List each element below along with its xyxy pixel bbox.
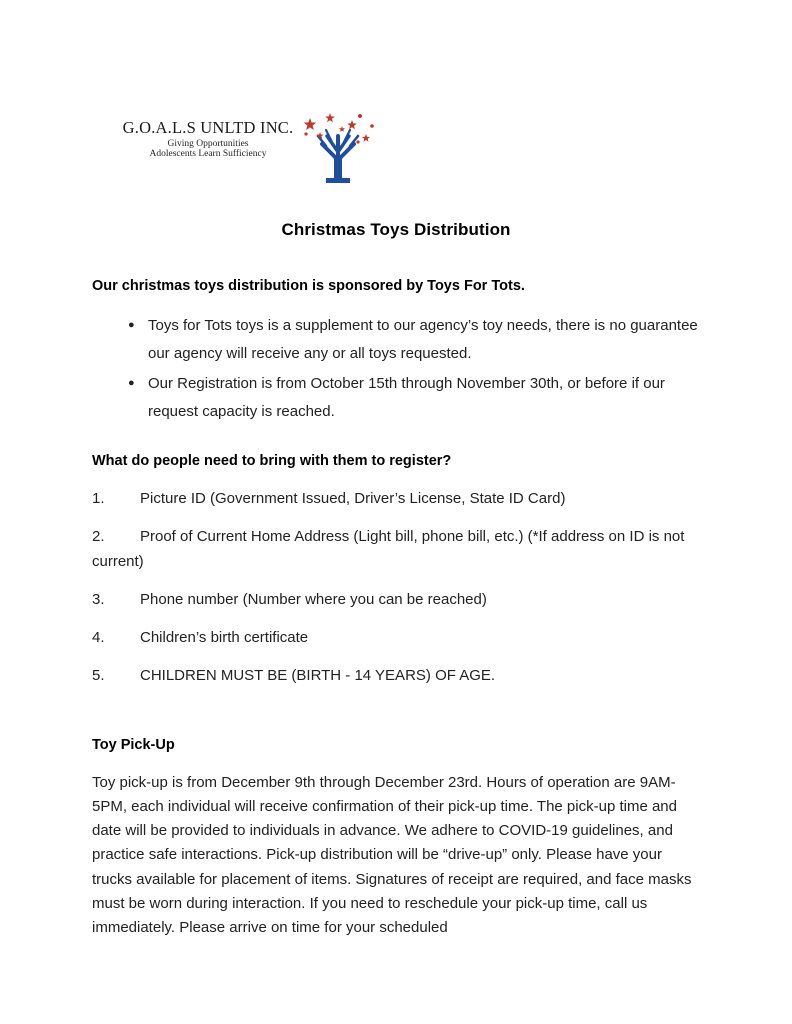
list-item	[92, 487, 700, 511]
list-item: ● Toys for Tots toys is a supplement to our agency’s toy needs, there is no guarantee our agency will receive any or all toys requested.	[148, 312, 700, 368]
list-item-text: Phone number (Number where you can be reached)	[140, 590, 487, 608]
list-item	[92, 588, 700, 612]
list-item-number: 3.	[92, 590, 105, 608]
requirements-heading: What do people need to bring with them to register?	[92, 453, 452, 470]
pickup-paragraph: Toy pick-up is from December 9th through December 23rd. Hours of operation are 9AM-5PM, each individual will receive confirmation of their pick-up time. The pick-up time and date will be provided to individuals in advance. We adhere to COVID-19 guidelines, and practice safe interactions. Pick-up distribution will be “drive-up” only. Please have your trucks available for placement of items. Signatures of receipt are required, and face masks must be worn during interaction. If you need to reschedule your pick-up time, call us immediately. Please arrive on time for your scheduled	[92, 773, 692, 937]
list-item-text: Picture ID (Government Issued, Driver’s License, State ID Card)	[140, 490, 566, 507]
list-item	[92, 626, 700, 650]
list-item: ● Our Registration is from October 15th through November 30th, or before if our request capacity is reached.	[148, 370, 700, 426]
document-body	[92, 100, 700, 941]
list-item-number: 1.	[92, 490, 105, 507]
list-item-number: 4.	[92, 629, 105, 647]
logo-text-block	[108, 118, 308, 159]
requirements-list	[92, 487, 700, 689]
list-item	[92, 525, 700, 574]
notes-bullet-list	[92, 312, 700, 425]
list-item	[92, 664, 700, 688]
logo-tagline-line-2: Adolescents Learn Sufficiency	[149, 149, 267, 159]
organization-logo	[108, 100, 700, 192]
list-item-text: Children’s birth certificate	[140, 629, 309, 647]
pickup-heading: Toy Pick-Up	[92, 736, 175, 753]
list-item-text: CHILDREN MUST BE (BIRTH - 14 YEARS) OF AGE.	[140, 667, 496, 685]
list-item-text: Proof of Current Home Address (Light bill, phone bill, etc.) (*If address on ID is not current)	[92, 528, 685, 570]
list-item-number: 5.	[92, 667, 105, 685]
sponsor-statement: Our christmas toys distribution is sponsored by Toys For Tots.	[92, 278, 525, 294]
logo-tagline-line-1: Giving Opportunities	[167, 139, 249, 149]
list-item-number: 2.	[92, 528, 105, 546]
page-title: Christmas Toys Distribution	[281, 220, 511, 239]
tree-with-stars-icon	[296, 108, 380, 188]
logo-org-name: G.O.A.L.S UNLTD INC.	[122, 118, 294, 137]
